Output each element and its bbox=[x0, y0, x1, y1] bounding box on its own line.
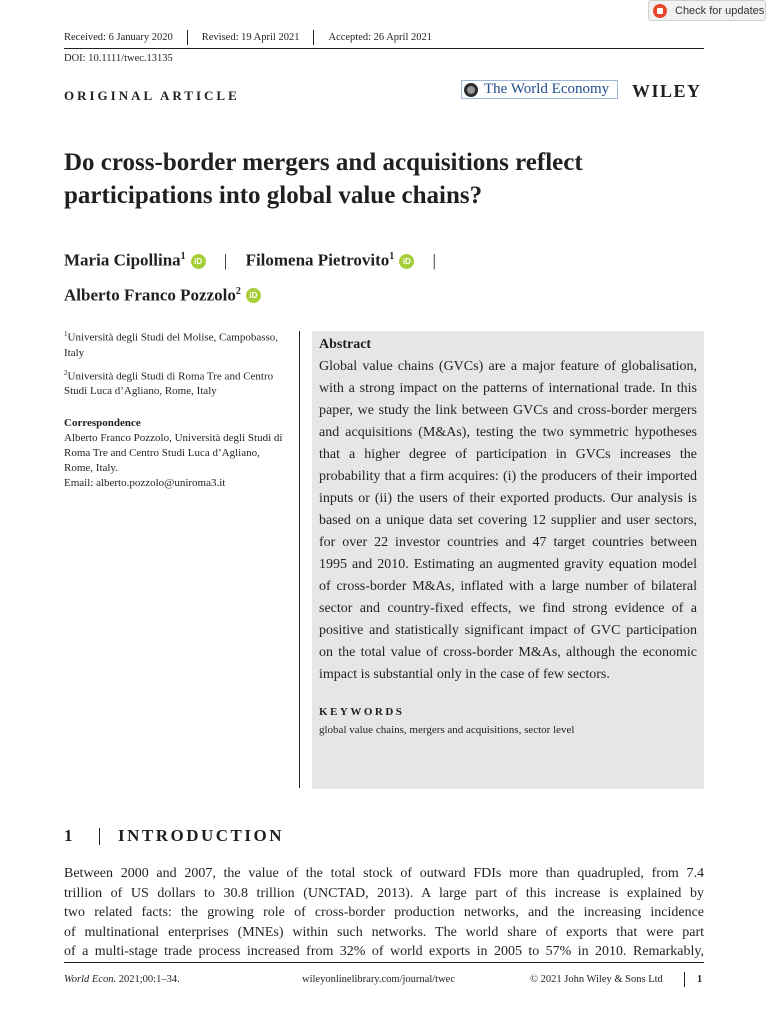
correspondence-address: Alberto Franco Pozzolo, Università degli Studi di Roma Tre and Centro Studi Luca d’Agliano, Rome, Italy. bbox=[64, 432, 283, 475]
affiliation-text: Università degli Studi del Molise, Campobasso, Italy bbox=[64, 331, 279, 359]
header-rule bbox=[64, 48, 704, 49]
orcid-icon[interactable]: iD bbox=[191, 254, 206, 269]
author-name[interactable]: Filomena Pietrovito bbox=[245, 250, 390, 270]
doi[interactable]: DOI: 10.1111/twec.13135 bbox=[64, 53, 173, 64]
keywords-heading: KEYWORDS bbox=[319, 706, 405, 718]
footer-divider bbox=[684, 972, 685, 987]
history-dates bbox=[64, 30, 432, 45]
text-line: two related facts: the growing role of cross-border production networks, and the increasing incidence bbox=[64, 905, 704, 920]
column-divider bbox=[299, 331, 300, 788]
paper-title: Do cross-border mergers and acquisitions reflect participations into global value chains? bbox=[64, 149, 583, 209]
footer-volume: 2021;00:1–34. bbox=[118, 974, 180, 985]
section-divider bbox=[99, 828, 100, 845]
footer-url[interactable]: wileyonlinelibrary.com/journal/twec bbox=[302, 974, 455, 985]
revised-date: Revised: 19 April 2021 bbox=[201, 32, 300, 43]
accepted-date: Accepted: 26 April 2021 bbox=[328, 32, 433, 43]
journal-name: The World Economy bbox=[484, 81, 610, 97]
keywords: global value chains, mergers and acquisitions, sector level bbox=[319, 724, 575, 736]
introduction-text bbox=[64, 864, 704, 962]
correspondence-heading: Correspondence bbox=[64, 417, 141, 430]
affiliation bbox=[64, 366, 289, 400]
author-name[interactable]: Alberto Franco Pozzolo bbox=[64, 285, 236, 305]
journal-logo[interactable] bbox=[461, 80, 618, 99]
publisher-logo: WILEY bbox=[632, 81, 702, 101]
abstract-heading: Abstract bbox=[319, 337, 372, 352]
affiliation bbox=[64, 327, 289, 361]
correspondence-text bbox=[64, 431, 289, 491]
text-line: trillion of US dollars to 30.8 trillion (UNCTAD, 2013). A large part of this increase is explained by bbox=[64, 885, 704, 901]
author-list bbox=[64, 241, 724, 310]
orcid-icon[interactable]: iD bbox=[246, 288, 261, 303]
affiliation-text: Università degli Studi di Roma Tre and Centro Studi Luca d’Agliano, Rome, Italy bbox=[64, 370, 274, 398]
affiliation-number: 1 bbox=[64, 330, 68, 338]
article-type: ORIGINAL ARTICLE bbox=[64, 88, 240, 103]
section-heading bbox=[64, 826, 284, 846]
footer-citation bbox=[64, 974, 180, 985]
abstract-text: Global value chains (GVCs) are a major feature of globalisation, with a strong impact on the patterns of international trade. In this paper, we study the link between GVCs and cross-border mergers and acquisitions (M&As), testing the two symmetric hypotheses that a higher degree of participation in GVCs increases the probability that a firm acquires: (i) the producers of their imported inputs or (ii) the users of their exported products. Our analysis is based on a unique data set covering 12 supplier and user sectors, for over 22 investor countries and 47 target countries between 1995 and 2010. Estimating an augmented gravity equation model of cross-border M&As, inflated with a large number of bilateral sector and country-fixed effects, we find strong evidence of a positive and statistically significant impact of GVC participation on the total value of cross-border M&As, although the economic impact is substantial only in the case of few sectors. bbox=[319, 359, 697, 682]
check-for-updates-button[interactable] bbox=[648, 0, 766, 21]
author-name[interactable]: Maria Cipollina bbox=[64, 250, 181, 270]
abstract-box bbox=[312, 331, 704, 789]
orcid-icon[interactable]: iD bbox=[399, 254, 414, 269]
footer-copyright: © 2021 John Wiley & Sons Ltd bbox=[530, 974, 663, 985]
page-number: 1 bbox=[697, 974, 703, 985]
divider bbox=[313, 30, 314, 45]
check-updates-label: Check for updates bbox=[675, 4, 765, 17]
check-updates-icon bbox=[653, 4, 667, 18]
correspondence-email[interactable]: Email: alberto.pozzolo@uniroma3.it bbox=[64, 477, 226, 490]
received-date: Received: 6 January 2020 bbox=[64, 32, 173, 43]
author-affiliation-mark: 1 bbox=[389, 251, 395, 262]
author-separator: | bbox=[432, 250, 436, 270]
footer-journal: World Econ. bbox=[64, 974, 117, 985]
divider bbox=[187, 30, 188, 45]
text-line: of multinational enterprises (MNEs) within such networks. The world share of exports that were part bbox=[64, 924, 704, 940]
author-separator: | bbox=[223, 250, 228, 270]
section-number: 1 bbox=[64, 826, 73, 845]
text-line: of a multi-stage trade process increased from 32% of world exports in 2005 to 57% in 2010. Remarkably, bbox=[64, 944, 704, 959]
text-line: Between 2000 and 2007, the value of the total stock of outward FDIs more than quadrupled, from 7.4 bbox=[64, 866, 704, 881]
section-title: INTRODUCTION bbox=[118, 826, 285, 845]
affiliation-number: 2 bbox=[64, 368, 68, 377]
globe-icon bbox=[464, 83, 478, 97]
footer-rule bbox=[64, 962, 704, 963]
author-affiliation-mark: 1 bbox=[180, 251, 186, 262]
author-affiliation-mark: 2 bbox=[235, 285, 241, 297]
affiliations bbox=[64, 327, 289, 491]
